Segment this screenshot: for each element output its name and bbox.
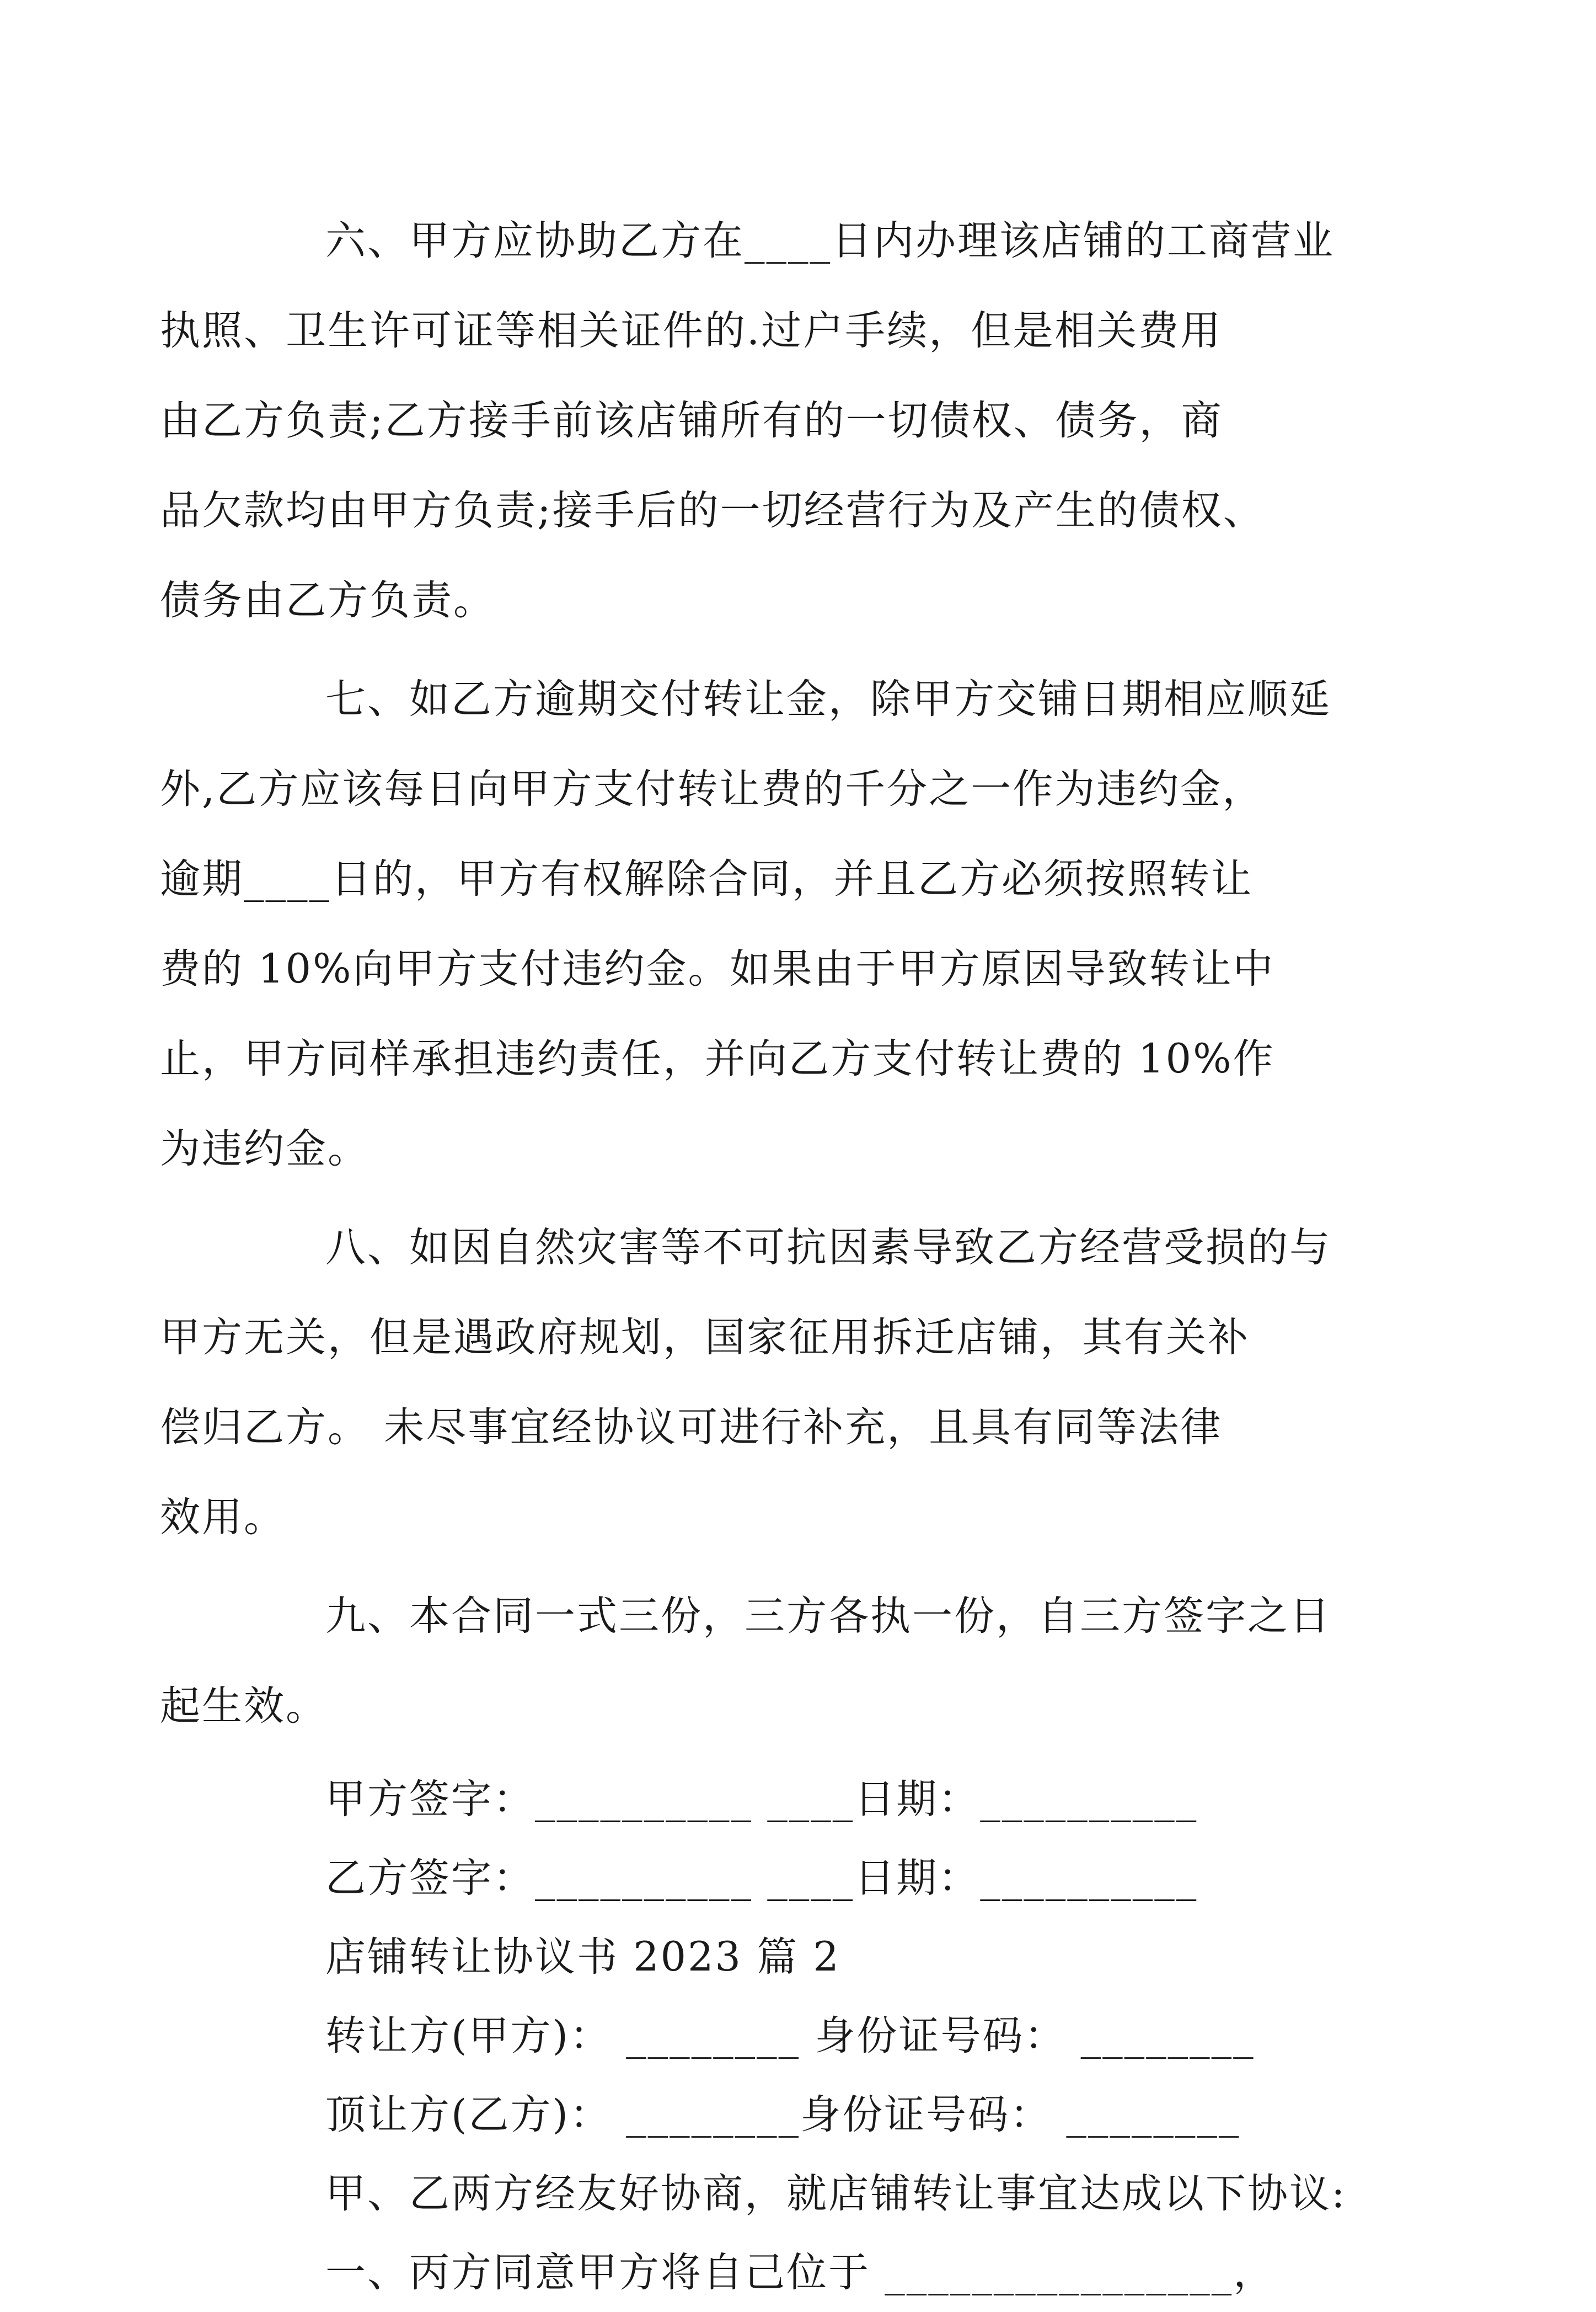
signature-blank: __________ xyxy=(535,1776,753,1823)
signature-blank: ____ xyxy=(767,1776,855,1823)
date-label: 日期： xyxy=(854,1776,981,1823)
text-line: 效用。 xyxy=(160,1494,286,1541)
text-line: 起生效。 xyxy=(160,1683,328,1729)
date-blank: __________ xyxy=(980,1855,1198,1902)
clause-nine xyxy=(160,1571,1379,1751)
signature-label: 乙方签字： xyxy=(325,1855,535,1902)
text-line: 为违约金。 xyxy=(160,1125,369,1172)
signature-label: 甲方签字： xyxy=(325,1776,535,1823)
signature-blank: ____ xyxy=(767,1855,855,1902)
agreement-intro: 甲、乙两方经友好协商，就店铺转让事宜达成以下协议: xyxy=(325,2170,1347,2217)
clause-eight xyxy=(160,1203,1379,1562)
text-line: 逾期____日的，甲方有权解除合同，并且乙方必须按照转让 xyxy=(160,856,1253,903)
text-line: 六、甲方应协助乙方在____日内办理该店铺的工商营业 xyxy=(325,217,1335,264)
clause-six xyxy=(160,196,1379,645)
section-title: 店铺转让协议书 2023 篇 2 xyxy=(325,1934,840,1980)
signature-blank: __________ xyxy=(535,1855,753,1902)
text-line: 执照、卫生许可证等相关证件的.过户手续，但是相关费用 xyxy=(160,307,1223,354)
date-label: 日期： xyxy=(854,1855,981,1902)
clause-seven xyxy=(160,654,1379,1194)
text-line: 八、如因自然灾害等不可抗因素导致乙方经营受损的与 xyxy=(325,1224,1331,1271)
date-blank: __________ xyxy=(980,1776,1198,1823)
text-line: 债务由乙方负责。 xyxy=(160,577,495,624)
signature-party-a xyxy=(243,1760,1379,1839)
text-line: 偿归乙方。 未尽事宜经协议可进行补充，且具有同等法律 xyxy=(160,1404,1223,1451)
text-line: 止，甲方同样承担违约责任，并向乙方支付转让费的 10%作 xyxy=(160,1035,1275,1082)
transferee-line: 顶让方(乙方)： ________身份证号码： ________ xyxy=(325,2091,1241,2138)
document-body xyxy=(160,196,1379,2312)
clause-one: 一、丙方同意甲方将自己位于 ________________， xyxy=(325,2249,1276,2296)
text-line: 费的 10%向甲方支付违约金。如果由于甲方原因导致转让中 xyxy=(160,946,1275,992)
text-line: 品欠款均由甲方负责;接手后的一切经营行为及产生的债权、 xyxy=(160,487,1265,534)
transferor-line: 转让方(甲方)： ________ 身份证号码： ________ xyxy=(325,2012,1255,2059)
text-line: 由乙方负责;乙方接手前该店铺所有的一切债权、债务，商 xyxy=(160,397,1223,444)
signature-party-b xyxy=(243,1839,1379,1918)
text-line: 甲方无关，但是遇政府规划，国家征用拆迁店铺，其有关补 xyxy=(160,1314,1250,1361)
text-line: 七、如乙方逾期交付转让金，除甲方交铺日期相应顺延 xyxy=(325,676,1331,723)
text-line: 九、本合同一式三份，三方各执一份，自三方签字之日 xyxy=(325,1593,1331,1640)
text-line: 外,乙方应该每日向甲方支付转让费的千分之一作为违约金， xyxy=(160,766,1265,813)
